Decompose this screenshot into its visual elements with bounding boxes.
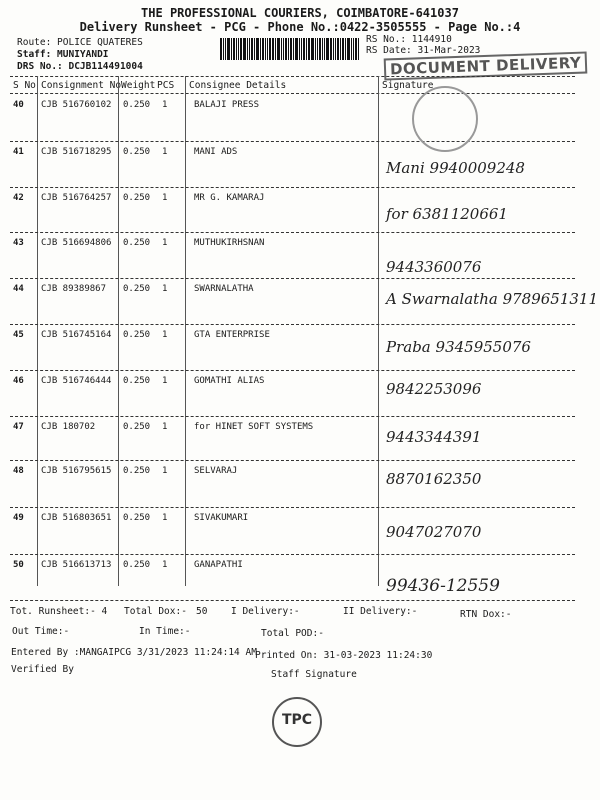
barcode-bar xyxy=(324,38,325,60)
row-consignee: SIVAKUMARI xyxy=(194,513,249,523)
table-row xyxy=(0,513,600,553)
barcode-bar xyxy=(353,38,354,60)
row-pcs: 1 xyxy=(162,100,168,110)
table-row xyxy=(0,466,600,506)
row-pcs: 1 xyxy=(162,284,168,294)
barcode-bar xyxy=(265,38,266,60)
row-consignee: MUTHUKIRHSNAN xyxy=(194,238,265,248)
barcode-bar xyxy=(223,38,224,60)
row-divider xyxy=(10,324,575,325)
row-pcs: 1 xyxy=(162,147,168,157)
barcode-bar xyxy=(220,38,222,60)
total-dox-value: 50 xyxy=(196,606,208,617)
row-sno: 41 xyxy=(13,147,24,157)
table-row xyxy=(0,193,600,233)
row-signature: Mani 9940009248 xyxy=(386,159,525,177)
drs-label: DRS No.: DCJB114491004 xyxy=(17,61,143,72)
rs-number: RS No.: 1144910 xyxy=(366,34,452,45)
row-weight: 0.250 xyxy=(123,147,151,157)
table-row xyxy=(0,376,600,416)
row-pcs: 1 xyxy=(162,376,168,386)
row-consignment-no: CJB 516764257 xyxy=(41,193,112,203)
row-sno: 49 xyxy=(13,513,24,523)
in-time: In Time:- xyxy=(139,626,191,637)
barcode-bar xyxy=(342,38,344,60)
row-signature: 9443360076 xyxy=(386,258,482,276)
barcode-bar xyxy=(330,38,332,60)
barcode-bar xyxy=(256,38,259,60)
row-consignee: for HINET SOFT SYSTEMS xyxy=(194,422,314,432)
barcode-bar xyxy=(311,38,314,60)
row-sno: 50 xyxy=(13,560,24,570)
barcode-bar xyxy=(333,38,334,60)
rtn-dox: RTN Dox:- xyxy=(460,609,512,620)
rs-date: RS Date: 31-Mar-2023 xyxy=(366,45,481,56)
row-sno: 43 xyxy=(13,238,24,248)
printed-on: Printed On: 31-03-2023 11:24:30 xyxy=(255,650,433,661)
row-pcs: 1 xyxy=(162,193,168,203)
row-divider xyxy=(10,278,575,279)
ii-delivery: II Delivery:- xyxy=(343,606,418,617)
row-consignment-no: CJB 516746444 xyxy=(41,376,112,386)
row-consignment-no: CJB 516613713 xyxy=(41,560,112,570)
barcode-bar xyxy=(351,38,352,60)
barcode-bar xyxy=(251,38,253,60)
col-sno: S No xyxy=(13,80,36,91)
barcode-bar xyxy=(285,38,287,60)
total-pod: Total POD:- xyxy=(261,628,324,639)
barcode-bar xyxy=(293,38,294,60)
row-divider xyxy=(10,416,575,417)
row-pcs: 1 xyxy=(162,560,168,570)
barcode-bar xyxy=(317,38,318,60)
row-weight: 0.250 xyxy=(123,330,151,340)
barcode-bar xyxy=(347,38,350,60)
out-time: Out Time:- xyxy=(12,626,70,637)
row-signature: 9047027070 xyxy=(386,523,482,541)
row-pcs: 1 xyxy=(162,466,168,476)
row-pcs: 1 xyxy=(162,330,168,340)
row-sno: 44 xyxy=(13,284,24,294)
row-divider xyxy=(10,187,575,188)
barcode-bar xyxy=(322,38,323,60)
row-signature: for 6381120661 xyxy=(386,205,508,223)
row-consignment-no: CJB 516803651 xyxy=(41,513,112,523)
row-weight: 0.250 xyxy=(123,284,151,294)
barcode-bar xyxy=(260,38,261,60)
row-consignee: MANI ADS xyxy=(194,147,238,157)
row-pcs: 1 xyxy=(162,513,168,523)
row-consignment-no: CJB 516694806 xyxy=(41,238,112,248)
barcode-bar xyxy=(254,38,255,60)
barcode-bar xyxy=(227,38,230,60)
row-divider xyxy=(10,507,575,508)
row-signature: 99436-12559 xyxy=(386,576,500,596)
barcode-bar xyxy=(231,38,232,60)
row-signature: 9443344391 xyxy=(386,428,482,446)
barcode-bar xyxy=(247,38,248,60)
barcode-bar xyxy=(277,38,280,60)
table-row xyxy=(0,284,600,324)
barcode-bar xyxy=(269,38,271,60)
row-consignment-no: CJB 89389867 xyxy=(41,284,107,294)
row-consignee: SELVARAJ xyxy=(194,466,238,476)
header-top-rule xyxy=(10,76,575,77)
runsheet-title: Delivery Runsheet - PCG - Phone No.:0422-3505555 - Page No.:4 xyxy=(79,20,521,34)
tpc-seal-text: TPC xyxy=(281,712,313,728)
row-consignment-no: CJB 516795615 xyxy=(41,466,112,476)
barcode-bar xyxy=(233,38,235,60)
row-sno: 48 xyxy=(13,466,24,476)
barcode xyxy=(220,38,360,60)
staff-signature-label: Staff Signature xyxy=(271,669,357,680)
row-consignee: SWARNALATHA xyxy=(194,284,254,294)
row-consignee: MR G. KAMARAJ xyxy=(194,193,265,203)
barcode-bar xyxy=(301,38,302,60)
row-sno: 45 xyxy=(13,330,24,340)
row-consignee: GANAPATHI xyxy=(194,560,243,570)
staff-label: Staff: MUNIYANDI xyxy=(17,49,109,60)
row-weight: 0.250 xyxy=(123,513,151,523)
company-seal xyxy=(412,86,478,152)
table-row xyxy=(0,100,600,140)
barcode-bar xyxy=(345,38,346,60)
barcode-bar xyxy=(288,38,289,60)
entered-by: Entered By :MANGAIPCG 3/31/2023 11:24:14 AM xyxy=(11,647,257,658)
barcode-bar xyxy=(326,38,329,60)
row-signature: A Swarnalatha 9789651311 xyxy=(386,290,599,308)
barcode-bar xyxy=(335,38,336,60)
col-consignment: Consignment No xyxy=(41,80,122,91)
total-dox-label: Total Dox:- xyxy=(124,606,187,617)
row-pcs: 1 xyxy=(162,422,168,432)
barcode-bar xyxy=(308,38,310,60)
row-pcs: 1 xyxy=(162,238,168,248)
barcode-bar xyxy=(240,38,242,60)
barcode-bar xyxy=(262,38,264,60)
total-runsheet: Tot. Runsheet:- 4 xyxy=(10,606,108,617)
barcode-bar xyxy=(238,38,239,60)
row-weight: 0.250 xyxy=(123,238,151,248)
barcode-bar xyxy=(272,38,274,60)
row-consignee: GOMATHI ALIAS xyxy=(194,376,265,386)
tpc-seal xyxy=(272,697,322,747)
row-consignment-no: CJB 180702 xyxy=(41,422,96,432)
row-weight: 0.250 xyxy=(123,193,151,203)
table-header xyxy=(0,80,600,94)
barcode-bar xyxy=(319,38,321,60)
header-bottom-rule xyxy=(10,93,575,94)
row-signature: Praba 9345955076 xyxy=(386,338,531,356)
barcode-bar xyxy=(290,38,292,60)
row-weight: 0.250 xyxy=(123,422,151,432)
row-divider xyxy=(10,370,575,371)
row-consignment-no: CJB 516718295 xyxy=(41,147,112,157)
row-signature: 9842253096 xyxy=(386,380,482,398)
row-divider xyxy=(10,141,575,142)
row-weight: 0.250 xyxy=(123,100,151,110)
i-delivery: I Delivery:- xyxy=(231,606,300,617)
table-row xyxy=(0,238,600,278)
row-consignee: BALAJI PRESS xyxy=(194,100,260,110)
col-signature: Signature xyxy=(382,80,434,91)
barcode-bar xyxy=(225,38,226,60)
barcode-bar xyxy=(299,38,300,60)
row-divider xyxy=(10,554,575,555)
footer-rule xyxy=(10,600,575,601)
barcode-bar xyxy=(283,38,284,60)
barcode-bar xyxy=(358,38,359,60)
row-sno: 47 xyxy=(13,422,24,432)
table-row xyxy=(0,422,600,462)
row-consignment-no: CJB 516745164 xyxy=(41,330,112,340)
row-consignee: GTA ENTERPRISE xyxy=(194,330,270,340)
row-weight: 0.250 xyxy=(123,466,151,476)
barcode-bar xyxy=(306,38,307,60)
row-weight: 0.250 xyxy=(123,560,151,570)
row-sno: 40 xyxy=(13,100,24,110)
barcode-bar xyxy=(236,38,237,60)
company-title: THE PROFESSIONAL COURIERS, COIMBATORE-641037 xyxy=(141,6,459,20)
row-sno: 46 xyxy=(13,376,24,386)
barcode-bar xyxy=(243,38,246,60)
barcode-bar xyxy=(267,38,268,60)
table-row xyxy=(0,330,600,370)
barcode-bar xyxy=(281,38,282,60)
barcode-bar xyxy=(303,38,305,60)
barcode-bar xyxy=(249,38,250,60)
table-row xyxy=(0,147,600,187)
barcode-bar xyxy=(355,38,357,60)
row-weight: 0.250 xyxy=(123,376,151,386)
barcode-bar xyxy=(337,38,339,60)
col-consignee: Consignee Details xyxy=(189,80,287,91)
barcode-bar xyxy=(315,38,316,60)
col-pcs: PCS xyxy=(157,80,175,91)
barcode-bar xyxy=(340,38,341,60)
barcode-bar xyxy=(275,38,276,60)
row-divider xyxy=(10,232,575,233)
document-delivery-stamp: DOCUMENT DELIVERY xyxy=(384,51,588,80)
row-consignment-no: CJB 516760102 xyxy=(41,100,112,110)
table-row xyxy=(0,560,600,600)
col-weight: Weight xyxy=(121,80,156,91)
verified-by: Verified By xyxy=(11,664,74,675)
route-label: Route: POLICE QUATERES xyxy=(17,37,143,48)
barcode-bar xyxy=(295,38,298,60)
row-sno: 42 xyxy=(13,193,24,203)
row-signature: 8870162350 xyxy=(386,470,482,488)
row-divider xyxy=(10,460,575,461)
